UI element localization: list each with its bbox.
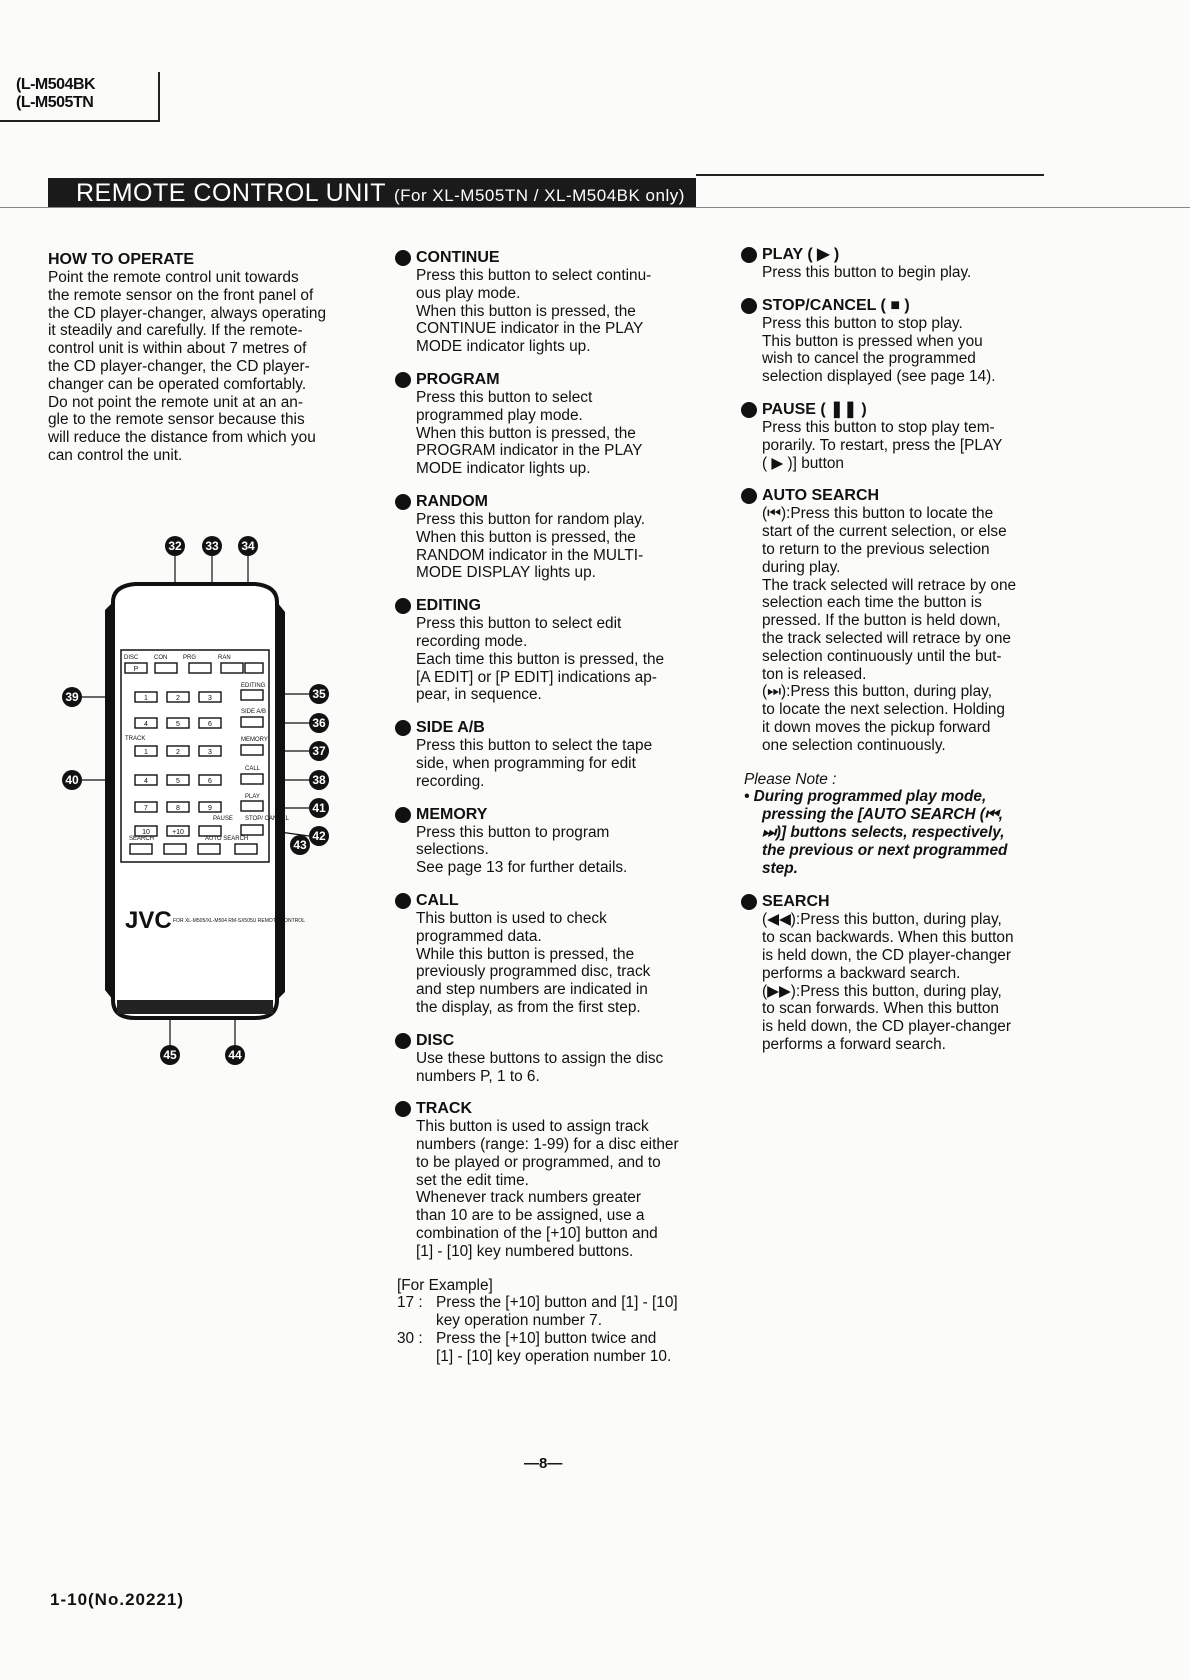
text-line: Use these buttons to assign the disc: [416, 1049, 664, 1067]
item-number-marker: [395, 598, 411, 614]
text-line: Press this button to select the tape: [416, 737, 653, 755]
text-line: [1] - [10] key numbered buttons.: [416, 1242, 634, 1260]
jvc-logo: JVC: [125, 907, 172, 934]
text-line: performs a forward search.: [762, 1035, 946, 1053]
svg-text:1: 1: [144, 695, 148, 702]
text-line: Press this button to select edit: [416, 615, 622, 633]
text-line: ( ▶ )] button: [762, 454, 844, 472]
note-line: step.: [762, 859, 798, 877]
callout-45: [160, 1045, 180, 1065]
note-line: • During programmed play mode,: [744, 788, 987, 806]
text-line: Press this button to program: [416, 823, 610, 841]
text-line: RANDOM indicator in the MULTI-: [416, 546, 644, 564]
text-line: previously programmed disc, track: [416, 963, 651, 981]
text-line: Press this button for random play.: [416, 510, 645, 528]
auto-search-heading: AUTO SEARCH: [762, 487, 880, 505]
svg-text:P: P: [133, 666, 139, 673]
svg-text:43: 43: [293, 838, 307, 852]
item-number-marker: [741, 298, 757, 314]
side-a-b-description: [416, 737, 706, 790]
editing-heading: EDITING: [416, 597, 481, 615]
text-line: changer can be operated comfortably.: [48, 375, 307, 393]
item-number-marker: [741, 488, 757, 504]
how-to-operate: [48, 251, 353, 465]
right-column: [744, 246, 1044, 1054]
svg-text:2: 2: [176, 749, 180, 756]
svg-text:MEMORY: MEMORY: [241, 737, 268, 743]
editing-section: [416, 597, 706, 704]
text-line: (⏭):Press this button, during play,: [762, 683, 992, 701]
text-line: gle to the remote sensor because this: [48, 411, 305, 429]
side-a-b-heading: SIDE A/B: [416, 719, 485, 737]
play-heading: PLAY ( ▶ ): [762, 246, 840, 263]
random-heading: RANDOM: [416, 492, 488, 510]
svg-text:6: 6: [208, 778, 212, 785]
play-section: [762, 246, 1044, 282]
svg-text:39: 39: [65, 690, 79, 704]
text-line: during play.: [762, 558, 841, 576]
text-line: selection each time the button is: [762, 594, 982, 612]
text-line: recording mode.: [416, 632, 528, 650]
item-number-marker: [741, 402, 757, 418]
callout-37: [309, 741, 329, 761]
text-line: This button is used to check: [416, 909, 607, 927]
text-line: set the edit time.: [416, 1171, 529, 1189]
program-heading: PROGRAM: [416, 370, 500, 388]
random-section: [416, 493, 706, 582]
svg-text:5: 5: [176, 721, 180, 728]
svg-text:10: 10: [142, 829, 150, 836]
svg-text:SIDE A/B: SIDE A/B: [241, 709, 267, 715]
svg-text:9: 9: [208, 805, 212, 812]
page-number: —8—: [524, 1455, 563, 1472]
memory-section: [416, 806, 706, 877]
callout-32: [165, 536, 185, 556]
svg-text:4: 4: [144, 721, 148, 728]
note-title: Please Note :: [744, 770, 837, 788]
continue-description: [416, 267, 706, 356]
text-line: While this button is pressed, the: [416, 945, 635, 963]
text-line: recording.: [416, 772, 485, 790]
text-line: to scan forwards. When this button: [762, 1000, 999, 1018]
text-line: programmed play mode.: [416, 406, 583, 424]
text-line: Press this button to select: [416, 388, 593, 406]
svg-text:PRG: PRG: [183, 655, 197, 661]
text-line: key operation number 7.: [436, 1312, 602, 1330]
text-line: it steadily and carefully. If the remote-: [48, 322, 303, 340]
text-line: Each time this button is pressed, the: [416, 650, 665, 668]
text-line: porarily. To restart, press the [PLAY: [762, 436, 1003, 454]
disc-heading: DISC: [416, 1031, 455, 1049]
item-number-marker: [395, 1033, 411, 1049]
item-number-marker: [395, 807, 411, 823]
svg-text:RAN: RAN: [218, 655, 231, 661]
disc-description: [416, 1050, 706, 1086]
svg-text:EDITING: EDITING: [241, 683, 266, 689]
text-line: MODE indicator lights up.: [416, 460, 591, 478]
text-line: the display, as from the first step.: [416, 998, 641, 1016]
text-line: Press this button to stop play tem-: [762, 418, 995, 436]
section-banner: [48, 178, 696, 208]
header-rule: [696, 174, 1044, 176]
svg-text:33: 33: [205, 539, 219, 553]
call-description: [416, 910, 706, 1017]
note-line: the previous or next programmed: [762, 841, 1008, 859]
text-line: can control the unit.: [48, 446, 183, 464]
item-number-marker: [395, 893, 411, 909]
svg-text:+10: +10: [172, 829, 184, 836]
track-description: [416, 1118, 706, 1260]
callout-44: [225, 1045, 245, 1065]
item-number-marker: [395, 372, 411, 388]
text-line: the CD player-changer, always operating: [48, 304, 327, 322]
text-line: When this button is pressed, the: [416, 528, 636, 546]
svg-text:37: 37: [312, 744, 326, 758]
text-line: This button is pressed when you: [762, 332, 983, 350]
how-to-operate-body: [48, 269, 353, 465]
example-row: [397, 1294, 706, 1330]
page-title: REMOTE CONTROL UNIT: [76, 179, 386, 207]
text-line: Press the [+10] button twice and: [436, 1330, 657, 1348]
model-box: [0, 72, 160, 122]
callout-41: [309, 798, 329, 818]
text-line: is held down, the CD player-changer: [762, 1018, 1011, 1036]
callout-43: [290, 835, 310, 855]
callout-40: [62, 770, 82, 790]
text-line: one selection continuously.: [762, 736, 946, 754]
text-line: MODE indicator lights up.: [416, 338, 591, 356]
continue-heading: CONTINUE: [416, 249, 500, 266]
text-line: When this button is pressed, the: [416, 302, 636, 320]
auto-search-section: [762, 487, 1044, 754]
svg-text:SEARCH: SEARCH: [129, 836, 155, 842]
example-number: 30 :: [397, 1330, 423, 1348]
editing-description: [416, 615, 706, 704]
memory-heading: MEMORY: [416, 805, 488, 823]
text-line: and step numbers are indicated in: [416, 981, 648, 999]
text-line: combination of the [+10] button and: [416, 1225, 658, 1243]
text-line: to scan backwards. When this button: [762, 929, 1014, 947]
note-line: ⏭)] buttons selects, respectively,: [762, 823, 1005, 841]
text-line: [A EDIT] or [P EDIT] indications ap-: [416, 668, 657, 686]
text-line: Press this button to stop play.: [762, 314, 963, 332]
text-line: Do not point the remote unit at an an-: [48, 393, 303, 411]
play-description: [762, 264, 1044, 282]
remote-control-illustration: [55, 530, 345, 1070]
example-row: [397, 1330, 706, 1366]
text-line: This button is used to assign track: [416, 1118, 649, 1136]
svg-text:32: 32: [168, 539, 182, 553]
search-description: [762, 911, 1044, 1053]
memory-description: [416, 824, 706, 877]
item-number-marker: [395, 250, 411, 266]
svg-text:3: 3: [208, 749, 212, 756]
svg-text:CON: CON: [154, 655, 168, 661]
callout-42: [309, 826, 329, 846]
text-line: CONTINUE indicator in the PLAY: [416, 320, 644, 338]
model-number-2: (L-M505TN: [16, 94, 94, 111]
text-line: than 10 are to be assigned, use a: [416, 1207, 645, 1225]
callout-35: [309, 684, 329, 704]
text-line: control unit is within about 7 metres of: [48, 340, 307, 358]
text-line: Whenever track numbers greater: [416, 1189, 641, 1207]
stop-cancel-section: [762, 297, 1044, 386]
example-number: 17 :: [397, 1294, 423, 1312]
track-section: [416, 1100, 706, 1260]
text-line: ton is released.: [762, 665, 867, 683]
text-line: Press this button to select continu-: [416, 267, 652, 284]
callout-36: [309, 713, 329, 733]
text-line: side, when programming for edit: [416, 754, 636, 772]
text-line: (◀◀):Press this button, during play,: [762, 911, 1002, 929]
callout-33: [202, 536, 222, 556]
svg-text:34: 34: [241, 539, 255, 553]
search-section: [762, 893, 1044, 1053]
svg-text:DISC: DISC: [124, 655, 139, 661]
svg-text:36: 36: [312, 716, 326, 730]
svg-text:PLAY: PLAY: [245, 794, 260, 800]
text-line: numbers P, 1 to 6.: [416, 1067, 540, 1085]
example-title: [For Example]: [397, 1276, 493, 1294]
stop-cancel-description: [762, 315, 1044, 386]
svg-text:2: 2: [176, 695, 180, 702]
svg-text:STOP/ CANCEL: STOP/ CANCEL: [245, 816, 289, 822]
callout-34: [238, 536, 258, 556]
program-description: [416, 389, 706, 478]
disc-section: [416, 1032, 706, 1086]
page-subtitle: (For XL-M505TN / XL-M504BK only): [393, 186, 685, 205]
item-number-marker: [395, 1101, 411, 1117]
remote-model-text: FOR XL-M505/XL-M504 RM-SX505U REMOTE CONTROL: [173, 918, 305, 924]
svg-text:7: 7: [144, 805, 148, 812]
text-line: wish to cancel the programmed: [762, 350, 976, 368]
item-number-marker: [741, 894, 757, 910]
svg-text:8: 8: [176, 805, 180, 812]
pause-description: [762, 419, 1044, 472]
search-heading: SEARCH: [762, 893, 830, 911]
callout-38: [309, 770, 329, 790]
text-line: it down moves the pickup forward: [762, 718, 991, 736]
stop-cancel-heading: STOP/CANCEL ( ■ ): [762, 296, 910, 314]
text-line: (⏮):Press this button to locate the: [762, 505, 994, 523]
svg-text:35: 35: [312, 687, 326, 701]
text-line: [1] - [10] key operation number 10.: [436, 1347, 672, 1365]
text-line: PROGRAM indicator in the PLAY: [416, 442, 643, 460]
text-line: the track selected will retrace by one: [762, 629, 1011, 647]
please-note: [744, 771, 1044, 878]
text-line: programmed data.: [416, 927, 542, 945]
text-line: selection displayed (see page 14).: [762, 368, 996, 386]
text-line: start of the current selection, or else: [762, 523, 1007, 541]
text-line: the remote sensor on the front panel of: [48, 286, 314, 304]
banner-underline: [0, 207, 1190, 208]
program-section: [416, 371, 706, 478]
text-line: the CD player-changer, the CD player-: [48, 357, 310, 375]
side-a-b-section: [416, 719, 706, 790]
text-line: to locate the next selection. Holding: [762, 701, 1005, 719]
text-line: (▶▶):Press this button, during play,: [762, 982, 1002, 1000]
item-number-marker: [741, 247, 757, 263]
pause-section: [762, 401, 1044, 472]
text-line: When this button is pressed, the: [416, 424, 636, 442]
svg-text:4: 4: [144, 778, 148, 785]
svg-text:44: 44: [228, 1048, 242, 1062]
auto-search-description: [762, 505, 1044, 754]
svg-text:5: 5: [176, 778, 180, 785]
call-heading: CALL: [416, 891, 459, 909]
text-line: ous play mode.: [416, 284, 521, 302]
text-line: The track selected will retrace by one: [762, 576, 1017, 594]
text-line: is held down, the CD player-changer: [762, 946, 1011, 964]
how-to-operate-heading: HOW TO OPERATE: [48, 251, 195, 268]
item-number-marker: [395, 720, 411, 736]
svg-text:42: 42: [312, 829, 326, 843]
text-line: See page 13 for further details.: [416, 859, 628, 877]
svg-text:TRACK: TRACK: [125, 736, 146, 742]
svg-text:6: 6: [208, 721, 212, 728]
text-line: Point the remote control unit towards: [48, 269, 299, 286]
note-line: pressing the [AUTO SEARCH (⏮,: [762, 806, 1004, 824]
pause-heading: PAUSE ( ❚❚ ): [762, 400, 867, 418]
text-line: numbers (range: 1-99) for a disc either: [416, 1136, 679, 1154]
text-line: will reduce the distance from which you: [48, 429, 316, 447]
svg-text:40: 40: [65, 773, 79, 787]
callout-39: [62, 687, 82, 707]
text-line: MODE DISPLAY lights up.: [416, 564, 596, 582]
text-line: to return to the previous selection: [762, 540, 990, 558]
example-block: [397, 1276, 706, 1366]
svg-text:PAUSE: PAUSE: [213, 816, 233, 822]
svg-text:41: 41: [312, 801, 326, 815]
document-number: 1-10(No.20221): [50, 1590, 185, 1609]
text-line: pressed. If the button is held down,: [762, 612, 1001, 630]
svg-text:1: 1: [144, 749, 148, 756]
track-heading: TRACK: [416, 1100, 472, 1118]
svg-text:CALL: CALL: [245, 766, 261, 772]
text-line: Press this button to begin play.: [762, 264, 972, 281]
continue-section: [416, 249, 706, 356]
text-line: performs a backward search.: [762, 964, 961, 982]
svg-text:45: 45: [163, 1048, 177, 1062]
svg-text:38: 38: [312, 773, 326, 787]
model-number-1: (L-M504BK: [16, 76, 96, 93]
item-number-marker: [395, 494, 411, 510]
text-line: pear, in sequence.: [416, 686, 542, 704]
random-description: [416, 511, 706, 582]
note-body: [744, 788, 1044, 877]
svg-text:AUTO SEARCH: AUTO SEARCH: [205, 836, 249, 842]
text-line: selections.: [416, 841, 489, 859]
call-section: [416, 892, 706, 1017]
text-line: to be played or programmed, and to: [416, 1153, 661, 1171]
text-line: selection continuously until the but-: [762, 647, 1002, 665]
text-line: Press the [+10] button and [1] - [10]: [436, 1294, 678, 1312]
middle-column: [397, 249, 706, 1366]
svg-text:3: 3: [208, 695, 212, 702]
